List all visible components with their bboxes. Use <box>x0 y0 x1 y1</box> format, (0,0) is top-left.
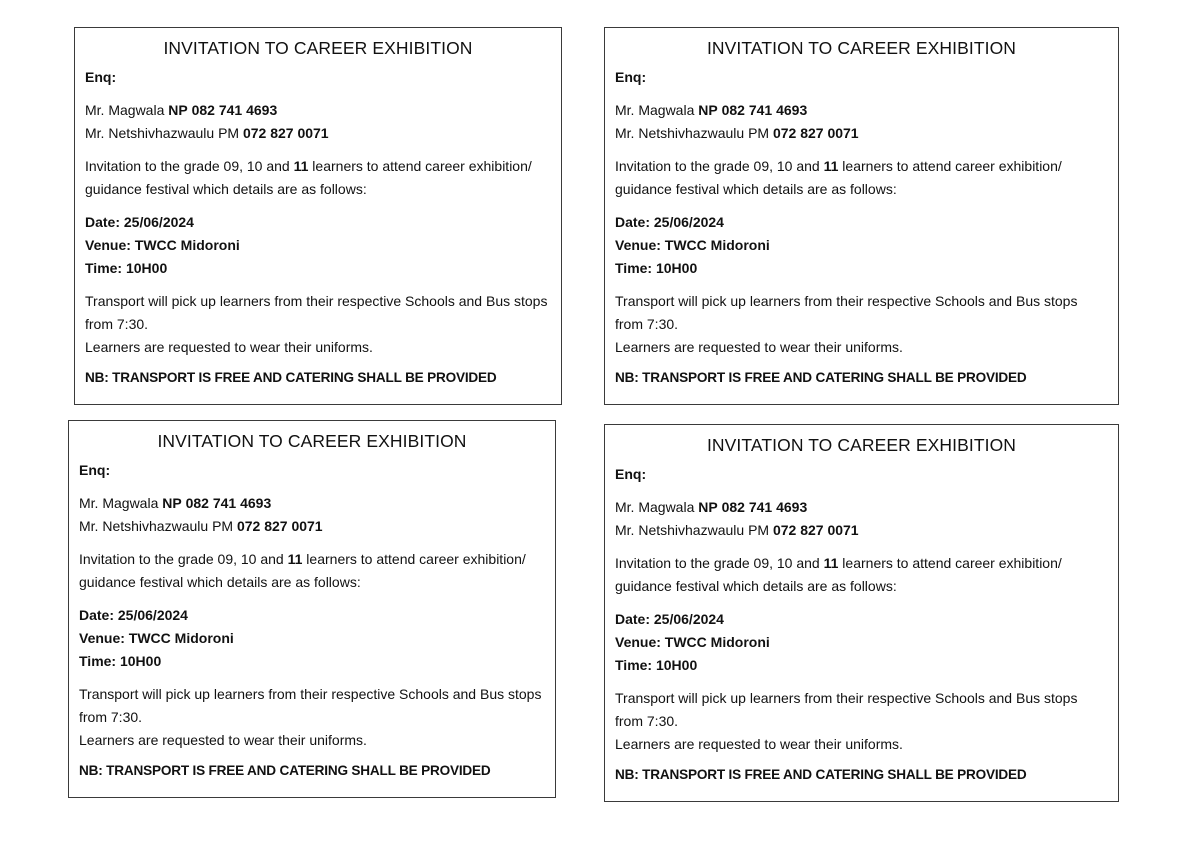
intro-part-1: Invitation to the grade 09, 10 and <box>85 158 294 174</box>
contact-magwala <box>85 99 551 122</box>
contact-magwala <box>615 496 1108 519</box>
intro-part-1: Invitation to the grade 09, 10 and <box>615 158 824 174</box>
contact-phone: 072 827 0071 <box>772 125 859 141</box>
contact-name: Mr. Magwala <box>79 495 159 511</box>
contact-initials: NP <box>698 102 718 118</box>
contact-phone: 072 827 0071 <box>772 522 859 538</box>
contact-initials: PM <box>748 522 770 538</box>
enq-label: Enq: <box>79 462 111 478</box>
uniform-text: Learners are requested to wear their uniforms. <box>79 732 367 748</box>
contacts <box>615 99 1108 145</box>
contact-magwala <box>615 99 1108 122</box>
contact-phone: 082 741 4693 <box>721 499 808 515</box>
contact-initials: NP <box>698 499 718 515</box>
contact-name: Mr. Netshivhazwaulu <box>615 522 745 538</box>
contact-netshivhazwaulu <box>79 515 545 538</box>
event-time: Time: 10H00 <box>615 260 698 276</box>
transport-info <box>615 290 1108 359</box>
intro-text <box>615 155 1108 201</box>
event-time: Time: 10H00 <box>615 657 698 673</box>
contact-initials: NP <box>162 495 182 511</box>
intro-grade-11: 11 <box>287 551 303 567</box>
uniform-text: Learners are requested to wear their uniforms. <box>615 339 903 355</box>
contact-initials: PM <box>212 518 234 534</box>
contacts <box>85 99 551 145</box>
nb-note: NB: TRANSPORT IS FREE AND CATERING SHALL BE PROVIDED <box>615 370 1027 385</box>
contact-netshivhazwaulu <box>85 122 551 145</box>
intro-part-2: learners to attend career exhibition/ guidance festival which details are as follows: <box>615 158 1062 197</box>
card-title: INVITATION TO CAREER EXHIBITION <box>706 435 1017 455</box>
invitation-card-4 <box>604 424 1119 802</box>
contact-phone: 072 827 0071 <box>242 125 329 141</box>
event-date: Date: 25/06/2024 <box>615 214 724 230</box>
event-venue: Venue: TWCC Midoroni <box>615 237 770 253</box>
enq-label: Enq: <box>615 466 647 482</box>
uniform-text: Learners are requested to wear their uniforms. <box>615 736 903 752</box>
intro-part-1: Invitation to the grade 09, 10 and <box>615 555 824 571</box>
event-details <box>615 608 1108 677</box>
event-date: Date: 25/06/2024 <box>79 607 188 623</box>
contact-initials: PM <box>218 125 240 141</box>
contact-initials: NP <box>168 102 188 118</box>
intro-grade-11: 11 <box>823 555 839 571</box>
event-details <box>85 211 551 280</box>
contact-name: Mr. Magwala <box>615 102 695 118</box>
uniform-text: Learners are requested to wear their uniforms. <box>85 339 373 355</box>
transport-text: Transport will pick up learners from their respective Schools and Bus stops from 7:30. <box>615 293 1078 332</box>
contact-phone: 082 741 4693 <box>721 102 808 118</box>
contact-netshivhazwaulu <box>615 519 1108 542</box>
contact-name: Mr. Netshivhazwaulu <box>79 518 209 534</box>
transport-text: Transport will pick up learners from their respective Schools and Bus stops from 7:30. <box>85 293 548 332</box>
event-venue: Venue: TWCC Midoroni <box>615 634 770 650</box>
event-time: Time: 10H00 <box>85 260 168 276</box>
card-title: INVITATION TO CAREER EXHIBITION <box>163 38 473 58</box>
contact-name: Mr. Netshivhazwaulu <box>85 125 215 141</box>
card-title: INVITATION TO CAREER EXHIBITION <box>706 38 1017 58</box>
event-venue: Venue: TWCC Midoroni <box>85 237 240 253</box>
intro-part-2: learners to attend career exhibition/ guidance festival which details are as follows: <box>615 555 1062 594</box>
event-details <box>79 604 545 673</box>
contact-phone: 082 741 4693 <box>191 102 278 118</box>
transport-info <box>85 290 551 359</box>
contact-magwala <box>79 492 545 515</box>
invitation-card-1 <box>74 27 562 405</box>
card-title: INVITATION TO CAREER EXHIBITION <box>157 431 467 451</box>
transport-text: Transport will pick up learners from their respective Schools and Bus stops from 7:30. <box>79 686 542 725</box>
nb-note: NB: TRANSPORT IS FREE AND CATERING SHALL BE PROVIDED <box>85 370 497 385</box>
event-venue: Venue: TWCC Midoroni <box>79 630 234 646</box>
invitation-card-3 <box>68 420 556 798</box>
event-time: Time: 10H00 <box>79 653 162 669</box>
contact-name: Mr. Magwala <box>615 499 695 515</box>
contacts <box>79 492 545 538</box>
invitation-card-2 <box>604 27 1119 405</box>
contact-name: Mr. Magwala <box>85 102 165 118</box>
event-details <box>615 211 1108 280</box>
intro-part-1: Invitation to the grade 09, 10 and <box>79 551 288 567</box>
contacts <box>615 496 1108 542</box>
enq-label: Enq: <box>85 69 117 85</box>
event-date: Date: 25/06/2024 <box>615 611 724 627</box>
transport-info <box>615 687 1108 756</box>
contact-phone: 082 741 4693 <box>185 495 272 511</box>
contact-initials: PM <box>748 125 770 141</box>
contact-phone: 072 827 0071 <box>236 518 323 534</box>
nb-note: NB: TRANSPORT IS FREE AND CATERING SHALL BE PROVIDED <box>79 763 491 778</box>
intro-grade-11: 11 <box>823 158 839 174</box>
intro-part-2: learners to attend career exhibition/ guidance festival which details are as follows: <box>79 551 526 590</box>
intro-text <box>85 155 551 201</box>
intro-grade-11: 11 <box>293 158 309 174</box>
enq-label: Enq: <box>615 69 647 85</box>
transport-info <box>79 683 545 752</box>
nb-note: NB: TRANSPORT IS FREE AND CATERING SHALL BE PROVIDED <box>615 767 1027 782</box>
contact-netshivhazwaulu <box>615 122 1108 145</box>
transport-text: Transport will pick up learners from their respective Schools and Bus stops from 7:30. <box>615 690 1078 729</box>
intro-text <box>79 548 545 594</box>
event-date: Date: 25/06/2024 <box>85 214 194 230</box>
intro-part-2: learners to attend career exhibition/ guidance festival which details are as follows: <box>85 158 532 197</box>
intro-text <box>615 552 1108 598</box>
contact-name: Mr. Netshivhazwaulu <box>615 125 745 141</box>
